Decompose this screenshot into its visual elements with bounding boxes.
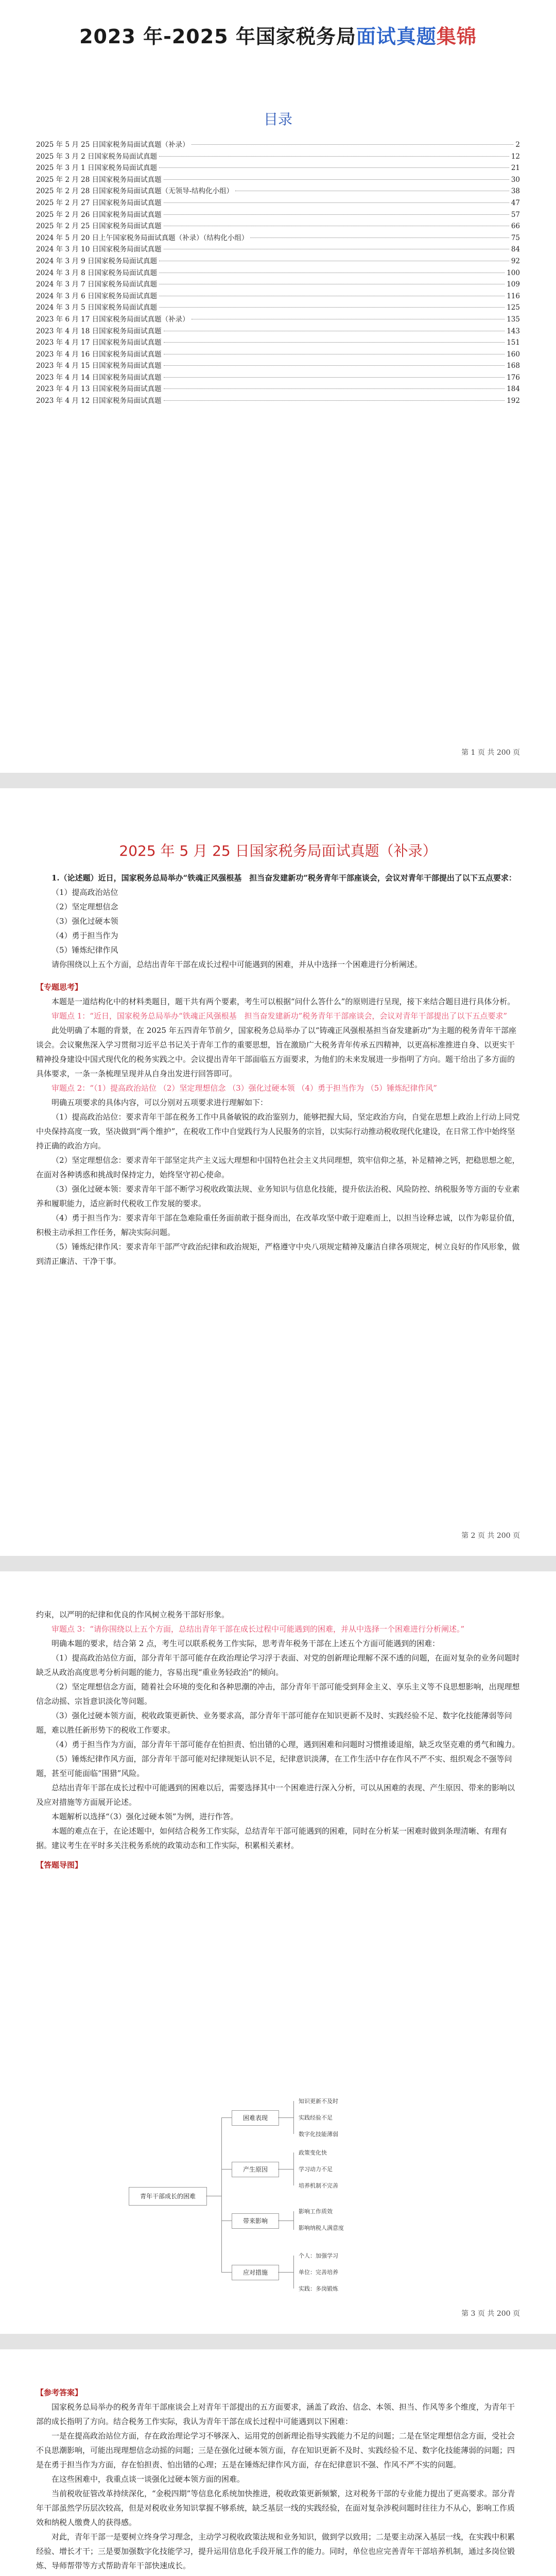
toc-entry-label: 2025 年 3 月 2 日国家税务局面试真题 bbox=[36, 152, 157, 161]
toc-entry-label: 2023 年 4 月 14 日国家税务局面试真题 bbox=[36, 373, 162, 382]
mind-map-leaf: 学习动力不足 bbox=[299, 2166, 333, 2173]
paragraph: 一是在提高政治站位方面，存在政治理论学习不够深入、运用党的创新理论指导实践能力不足的问题；二是在坚定理想信念方面，受社会不良思潮影响，可能出现理想信念动摇的问题；三是在强化过硬本领方面，存在知识更新不及时、实践经验不足、数字化技能薄弱的问题；四是在勇于担当作为方面，存在怕担责、怕出错的心理；五是在锤炼纪律作风方面，存在纪律意识不强、作风不严不实的问题。 bbox=[36, 2431, 515, 2469]
connector bbox=[278, 2169, 293, 2170]
page-1 bbox=[0, 0, 556, 773]
paragraph: （4）勇于担当作为方面，部分青年干部可能存在怕担责、怕出错的心理，遇到困难和问题时习惯推诿退缩，缺乏攻坚克难的勇气和魄力。 bbox=[51, 1740, 520, 1749]
page-number: 第 3 页 共 200 页 bbox=[461, 2310, 520, 2318]
toc-leader-dots bbox=[164, 342, 505, 343]
toc-entry-page: 47 bbox=[511, 198, 520, 207]
page-4 bbox=[0, 2349, 556, 2576]
mind-map-leaf: 数字化技能薄弱 bbox=[299, 2131, 338, 2138]
review-point-2: 审题点 2：“（1）提高政治站位 （2）坚定理想信念 （3）强化过硬本领 （4）勇于担当作为 （5）锤炼纪律作风” bbox=[51, 1083, 437, 1093]
paragraph: 国家税务总局举办的税务青年干部座谈会上对青年干部提出的五方面要求，涵盖了政治、信念、本领、担当、作风等多个维度，为青年干部的成长指明了方向。结合税务工作实际，我认为青年干部在成长过程中可能遇到以下困难： bbox=[36, 2402, 515, 2426]
connector bbox=[293, 2153, 294, 2185]
toc-entry-page: 57 bbox=[511, 210, 520, 219]
toc-entry[interactable] bbox=[36, 151, 520, 163]
toc-entry-page: 2 bbox=[515, 141, 520, 149]
point-1: （1）提高政治站位 bbox=[51, 888, 118, 897]
exam-title: 2025 年 5 月 25 日国家税务局面试真题（补录） bbox=[119, 842, 437, 859]
point-5: （5）锤炼纪律作风 bbox=[51, 945, 118, 955]
toc-entry-label: 2023 年 4 月 17 日国家税务局面试真题 bbox=[36, 338, 162, 347]
toc-heading: 目录 bbox=[263, 111, 292, 128]
mind-map-leaf: 个人：加强学习 bbox=[299, 2252, 338, 2259]
toc-entry-page: 30 bbox=[511, 175, 520, 184]
paragraph: （5）锤炼纪律作风方面，部分青年干部可能对纪律规矩认识不足，纪律意识淡薄，在工作生活中存在作风不严不实、组织观念不强等问题，甚至可能面临“围猎”风险。 bbox=[36, 1754, 512, 1778]
mind-map-leaf: 培养机制不完善 bbox=[299, 2182, 338, 2189]
toc-entry[interactable] bbox=[36, 174, 520, 186]
toc-entry-page: 135 bbox=[507, 315, 520, 324]
toc-entry-label: 2023 年 4 月 18 日国家税务局面试真题 bbox=[36, 327, 162, 335]
question-block bbox=[36, 871, 520, 1268]
toc-entry-label: 2025 年 2 月 28 日国家税务局面试真题 bbox=[36, 175, 162, 184]
toc-entry[interactable] bbox=[36, 349, 520, 361]
toc-entry-page: 192 bbox=[507, 397, 520, 405]
review-point-3: 审题点 3：“请你围绕以上五个方面，总结出青年干部在成长过程中可能遇到的困难，并从中选择一个困难进行分析阐述。” bbox=[51, 1624, 465, 1634]
toc-entry-page: 109 bbox=[507, 280, 520, 289]
toc-entry-page: 84 bbox=[511, 245, 520, 254]
toc-entry[interactable] bbox=[36, 139, 520, 151]
toc-entry[interactable] bbox=[36, 267, 520, 279]
connector bbox=[221, 2117, 232, 2118]
toc-leader-dots bbox=[164, 365, 505, 366]
toc-leader-dots bbox=[164, 400, 505, 401]
mind-map-branch-1: 困难表现 bbox=[232, 2110, 279, 2126]
toc-entry-label: 2024 年 3 月 9 日国家税务局面试真题 bbox=[36, 257, 157, 265]
toc-entry[interactable] bbox=[36, 372, 520, 384]
toc-entry-page: 12 bbox=[511, 152, 520, 161]
toc-entry[interactable] bbox=[36, 395, 520, 407]
analysis-block bbox=[36, 1607, 520, 1872]
paragraph: （4）勇于担当作为：要求青年干部在急难险重任务面前敢于挺身而出，在改革攻坚中敢于迎难而上，以担当诠释忠诚，以作为彰显价值，积极主动承担工作任务，解决实际问题。 bbox=[36, 1213, 520, 1237]
section-heading-analysis: 【专题思考】 bbox=[36, 982, 83, 992]
connector bbox=[293, 2211, 294, 2230]
connector bbox=[278, 2272, 293, 2273]
toc-entry-label: 2023 年 6 月 17 日国家税务局面试真题（补录） bbox=[36, 315, 189, 324]
mind-map-root: 青年干部成长的困难 bbox=[129, 2187, 207, 2206]
connector bbox=[278, 2117, 293, 2118]
toc-entry[interactable] bbox=[36, 279, 520, 291]
toc-entry-label: 2023 年 4 月 15 日国家税务局面试真题 bbox=[36, 362, 162, 370]
toc-entry[interactable] bbox=[36, 221, 520, 232]
toc-entry-label: 2024 年 3 月 10 日国家税务局面试真题 bbox=[36, 245, 162, 254]
mind-map bbox=[129, 2097, 458, 2298]
mind-map-leaf: 实践经验不足 bbox=[299, 2114, 333, 2121]
toc-entry-label: 2024 年 3 月 8 日国家税务局面试真题 bbox=[36, 268, 157, 277]
mind-map-leaf: 政策变化快 bbox=[299, 2149, 327, 2156]
table-of-contents bbox=[36, 139, 520, 407]
toc-leader-dots bbox=[159, 307, 505, 308]
toc-entry-label: 2025 年 5 月 25 日国家税务局面试真题（补录） bbox=[36, 141, 189, 149]
toc-leader-dots bbox=[164, 179, 509, 180]
toc-entry-page: 21 bbox=[511, 164, 520, 173]
toc-leader-dots bbox=[164, 202, 509, 203]
paragraph: 此处明确了本题的背景，在 2025 年五四青年节前夕，国家税务总局举办了以“铸魂正风强根基担当奋发建新功”为主题的税务青年干部座谈会。会议聚焦深入学习贯彻习近平总书记关于青年工作的重要思想，旨在激励广大税务青年传承五四精神，以更高标准推进自身、以更实干精神投身建设中国式现代化的税务实践之中。会议提出青年干部面临五方面要求，为他们的未来发展进一步指明了方向。题干给出了多方面的具体要求，一条一条梳理呈现并从自身出发进行回答即可。 bbox=[36, 1026, 517, 1078]
toc-entry-page: 168 bbox=[507, 362, 520, 370]
toc-entry-label: 2024 年 3 月 5 日国家税务局面试真题 bbox=[36, 303, 157, 312]
mind-map-leaf: 知识更新不及时 bbox=[299, 2098, 338, 2105]
question-text: 1.（论述题）近日，国家税务总局举办“铁魂正风强根基 担当奋发建新功”税务青年干部座谈会，会议对青年干部提出了以下五点要求： bbox=[51, 873, 516, 883]
paragraph: 约束，以严明的纪律和优良的作风树立税务干部好形象。 bbox=[36, 1610, 230, 1619]
toc-entry-label: 2023 年 4 月 16 日国家税务局面试真题 bbox=[36, 350, 162, 359]
toc-entry[interactable] bbox=[36, 302, 520, 314]
page-2 bbox=[0, 788, 556, 1556]
toc-leader-dots bbox=[164, 214, 509, 215]
toc-entry-page: 66 bbox=[511, 222, 520, 231]
paragraph: （2）坚定理想信念方面，随着社会环境的变化和各种思潮的冲击，部分青年干部可能受到拜金主义、享乐主义等不良思想影响，出现理想信念动摇、宗旨意识淡化等问题。 bbox=[36, 1682, 520, 1706]
page-number: 第 2 页 共 200 页 bbox=[461, 1532, 520, 1540]
toc-entry-page: 92 bbox=[511, 257, 520, 265]
page-number: 第 1 页 共 200 页 bbox=[461, 749, 520, 757]
section-heading-mindmap: 【答题导图】 bbox=[36, 1860, 83, 1870]
title-part-3: 集锦 bbox=[436, 25, 477, 48]
toc-entry[interactable] bbox=[36, 337, 520, 349]
paragraph: 明确五项要求的具体内容，可以分别对五项要求进行理解如下： bbox=[51, 1098, 268, 1107]
toc-leader-dots bbox=[164, 377, 505, 378]
toc-entry[interactable] bbox=[36, 326, 520, 337]
title-part-2: 面试真题 bbox=[356, 25, 437, 48]
toc-entry-page: 176 bbox=[507, 373, 520, 382]
paragraph: 在这些困难中，我重点谈一谈强化过硬本领方面的困难。 bbox=[51, 2475, 245, 2484]
toc-entry[interactable] bbox=[36, 244, 520, 256]
toc-leader-dots bbox=[159, 167, 509, 168]
point-3: （3）强化过硬本领 bbox=[51, 917, 118, 926]
toc-leader-dots bbox=[159, 156, 509, 157]
toc-entry-label: 2023 年 4 月 13 日国家税务局面试真题 bbox=[36, 385, 162, 394]
toc-entry-page: 125 bbox=[507, 303, 520, 312]
toc-entry-page: 116 bbox=[507, 292, 520, 300]
paragraph: 当前税收征管改革持续深化，“金税四期”等信息化系统加快推进，税收政策更新频繁，这对税务干部的专业能力提出了更高要求。部分青年干部虽然学历层次较高，但是对税收业务知识掌握不够系统，缺乏基层一线的实践经验，在面对复杂涉税问题时往往力不从心，影响工作质效和纳税人缴费人的获得感。 bbox=[36, 2489, 515, 2527]
toc-entry[interactable] bbox=[36, 360, 520, 372]
toc-entry-label: 2025 年 2 月 27 日国家税务局面试真题 bbox=[36, 198, 162, 207]
connector bbox=[293, 2101, 294, 2134]
paragraph: （3）强化过硬本领方面，税收政策更新快、业务要求高，部分青年干部可能存在知识更新不及时、实践经验不足、数字化技能薄弱等问题，难以胜任新形势下的税收工作要求。 bbox=[36, 1711, 512, 1735]
paragraph: 本题的难点在于，在论述题中，如何结合税务工作实际，总结青年干部可能遇到的困难，同时在分析某一困难时做到条理清晰、有理有据。建议考生在平时多关注税务系统的政策动态和工作实际，积累相关素材。 bbox=[36, 1826, 508, 1850]
toc-entry-label: 2024 年 3 月 6 日国家税务局面试真题 bbox=[36, 292, 157, 300]
toc-entry[interactable] bbox=[36, 256, 520, 267]
paragraph: 本题是一道结构化中的材料类题目，题干共有两个要素，考生可以根据“问什么答什么”的原则进行呈现，接下来结合题目进行具体分析。 bbox=[51, 997, 515, 1006]
toc-entry[interactable] bbox=[36, 185, 520, 197]
paragraph: 本题解析以选择“（3）强化过硬本领”为例，进行作答。 bbox=[51, 1812, 238, 1821]
mind-map-leaf: 单位：完善培养 bbox=[299, 2269, 338, 2276]
page-3 bbox=[0, 1571, 556, 2334]
toc-entry-label: 2025 年 2 月 25 日国家税务局面试真题 bbox=[36, 222, 162, 231]
review-point-1: 审题点 1：“近日，国家税务总局举办“铁魂正风强根基 担当奋发建新功”税务青年干部座谈会，会议对青年干部提出了以下五点要求” bbox=[51, 1011, 507, 1021]
paragraph: 对此，青年干部一是要树立终身学习理念，主动学习税收政策法规和业务知识，做到学以致用；二是要主动深入基层一线，在实践中积累经验、增长才干；三是要加强数字化技能学习，提升运用信息化手段开展工作的能力。同时，单位也应完善青年干部培养机制，通过多岗位锻炼、导师帮带等方式帮助青年干部快速成长。 bbox=[36, 2532, 515, 2570]
toc-entry-page: 151 bbox=[507, 338, 520, 347]
toc-entry-label: 2024 年 3 月 7 日国家税务局面试真题 bbox=[36, 280, 157, 289]
paragraph: （2）坚定理想信念：要求青年干部坚定共产主义远大理想和中国特色社会主义共同理想，筑牢信仰之基，补足精神之钙，把稳思想之舵，在面对各种诱惑和挑战时保持定力，始终坚守初心使命。 bbox=[36, 1156, 520, 1179]
point-2: （2）坚定理想信念 bbox=[51, 902, 118, 911]
connector bbox=[221, 2272, 232, 2273]
toc-leader-dots bbox=[192, 144, 514, 145]
toc-entry[interactable] bbox=[36, 197, 520, 209]
paragraph: （1）提高政治站位：要求青年干部在税务工作中具备敏锐的政治鉴别力，能够把握大局，坚定政治方向，自觉在思想上政治上行动上同党中央保持高度一致，坚决做到“两个维护”，在税收工作中自觉践行为人民服务的宗旨，以实际行动推动税收现代化建设，在日常工作中始终坚持正确的政治方向。 bbox=[36, 1112, 520, 1150]
document-title bbox=[0, 21, 556, 49]
toc-entry-page: 160 bbox=[507, 350, 520, 359]
paragraph: 总结出青年干部在成长过程中可能遇到的困难以后，需要选择其中一个困难进行深入分析，可以从困难的表现、产生原因、带来的影响以及应对措施等方面展开论述。 bbox=[36, 1783, 515, 1807]
paragraph: （1）提高政治站位方面，部分青年干部可能存在政治理论学习浮于表面、对党的创新理论理解不深不透的问题，在面对复杂的业务问题时缺乏从政治高度思考分析问题的能力，容易出现“重业务轻政治”的倾向。 bbox=[36, 1653, 520, 1677]
toc-entry[interactable] bbox=[36, 314, 520, 326]
mind-map-leaf: 影响工作质效 bbox=[299, 2208, 333, 2215]
toc-entry-label: 2025 年 3 月 1 日国家税务局面试真题 bbox=[36, 164, 157, 173]
mind-map-leaf: 影响纳税人满意度 bbox=[299, 2225, 344, 2231]
toc-entry-page: 143 bbox=[507, 327, 520, 335]
toc-entry-page: 100 bbox=[507, 268, 520, 277]
section-heading-answer: 【参考答案】 bbox=[36, 2388, 83, 2397]
toc-entry-label: 2025 年 2 月 28 日国家税务局面试真题（无领导-结构化小组） bbox=[36, 187, 234, 196]
paragraph: （3）强化过硬本领：要求青年干部不断学习税收政策法规、业务知识与信息化技能，提升依法治税、风险防控、纳税服务等方面的专业素养和履职能力，适应新时代税收工作发展的要求。 bbox=[36, 1184, 520, 1208]
paragraph: 明确本题的要求，结合第 2 点，考生可以联系税务工作实际，思考青年税务干部在上述五个方面可能遇到的困难： bbox=[51, 1639, 440, 1648]
toc-entry-label: 2024 年 5 月 20 日上午国家税务局面试真题（补录）（结构化小组） bbox=[36, 233, 249, 242]
toc-entry[interactable] bbox=[36, 232, 520, 244]
connector bbox=[293, 2256, 294, 2289]
mind-map-leaf: 实践：多岗锻炼 bbox=[299, 2285, 338, 2292]
toc-entry[interactable] bbox=[36, 162, 520, 174]
toc-entry-label: 2023 年 4 月 12 日国家税务局面试真题 bbox=[36, 397, 162, 405]
connector bbox=[221, 2169, 232, 2170]
toc-entry-page: 184 bbox=[507, 385, 520, 394]
mind-map-branch-2: 产生原因 bbox=[232, 2162, 279, 2177]
paragraph: （5）锤炼纪律作风：要求青年干部严守政治纪律和政治规矩，严格遵守中央八项规定精神及廉洁自律各项规定，树立良好的作风形象，做到清正廉洁、干净干事。 bbox=[36, 1242, 520, 1266]
mind-map-branch-4: 应对措施 bbox=[232, 2265, 279, 2280]
point-4: （4）勇于担当作为 bbox=[51, 931, 118, 940]
question-ask: 请你围绕以上五个方面，总结出青年干部在成长过程中可能遇到的困难，并从中选择一个困难进行分析阐述。 bbox=[51, 960, 423, 969]
title-part-1: 2023 年-2025 年国家税务局 bbox=[79, 25, 356, 48]
toc-entry[interactable] bbox=[36, 291, 520, 302]
toc-entry[interactable] bbox=[36, 383, 520, 395]
toc-entry-page: 38 bbox=[511, 187, 520, 196]
connector bbox=[221, 2117, 222, 2272]
toc-entry[interactable] bbox=[36, 209, 520, 221]
toc-leader-dots bbox=[164, 388, 505, 389]
toc-entry-page: 75 bbox=[511, 233, 520, 242]
mind-map-branch-3: 带来影响 bbox=[232, 2213, 279, 2229]
answer-block bbox=[36, 2385, 520, 2576]
toc-entry-label: 2025 年 2 月 26 日国家税务局面试真题 bbox=[36, 210, 162, 219]
